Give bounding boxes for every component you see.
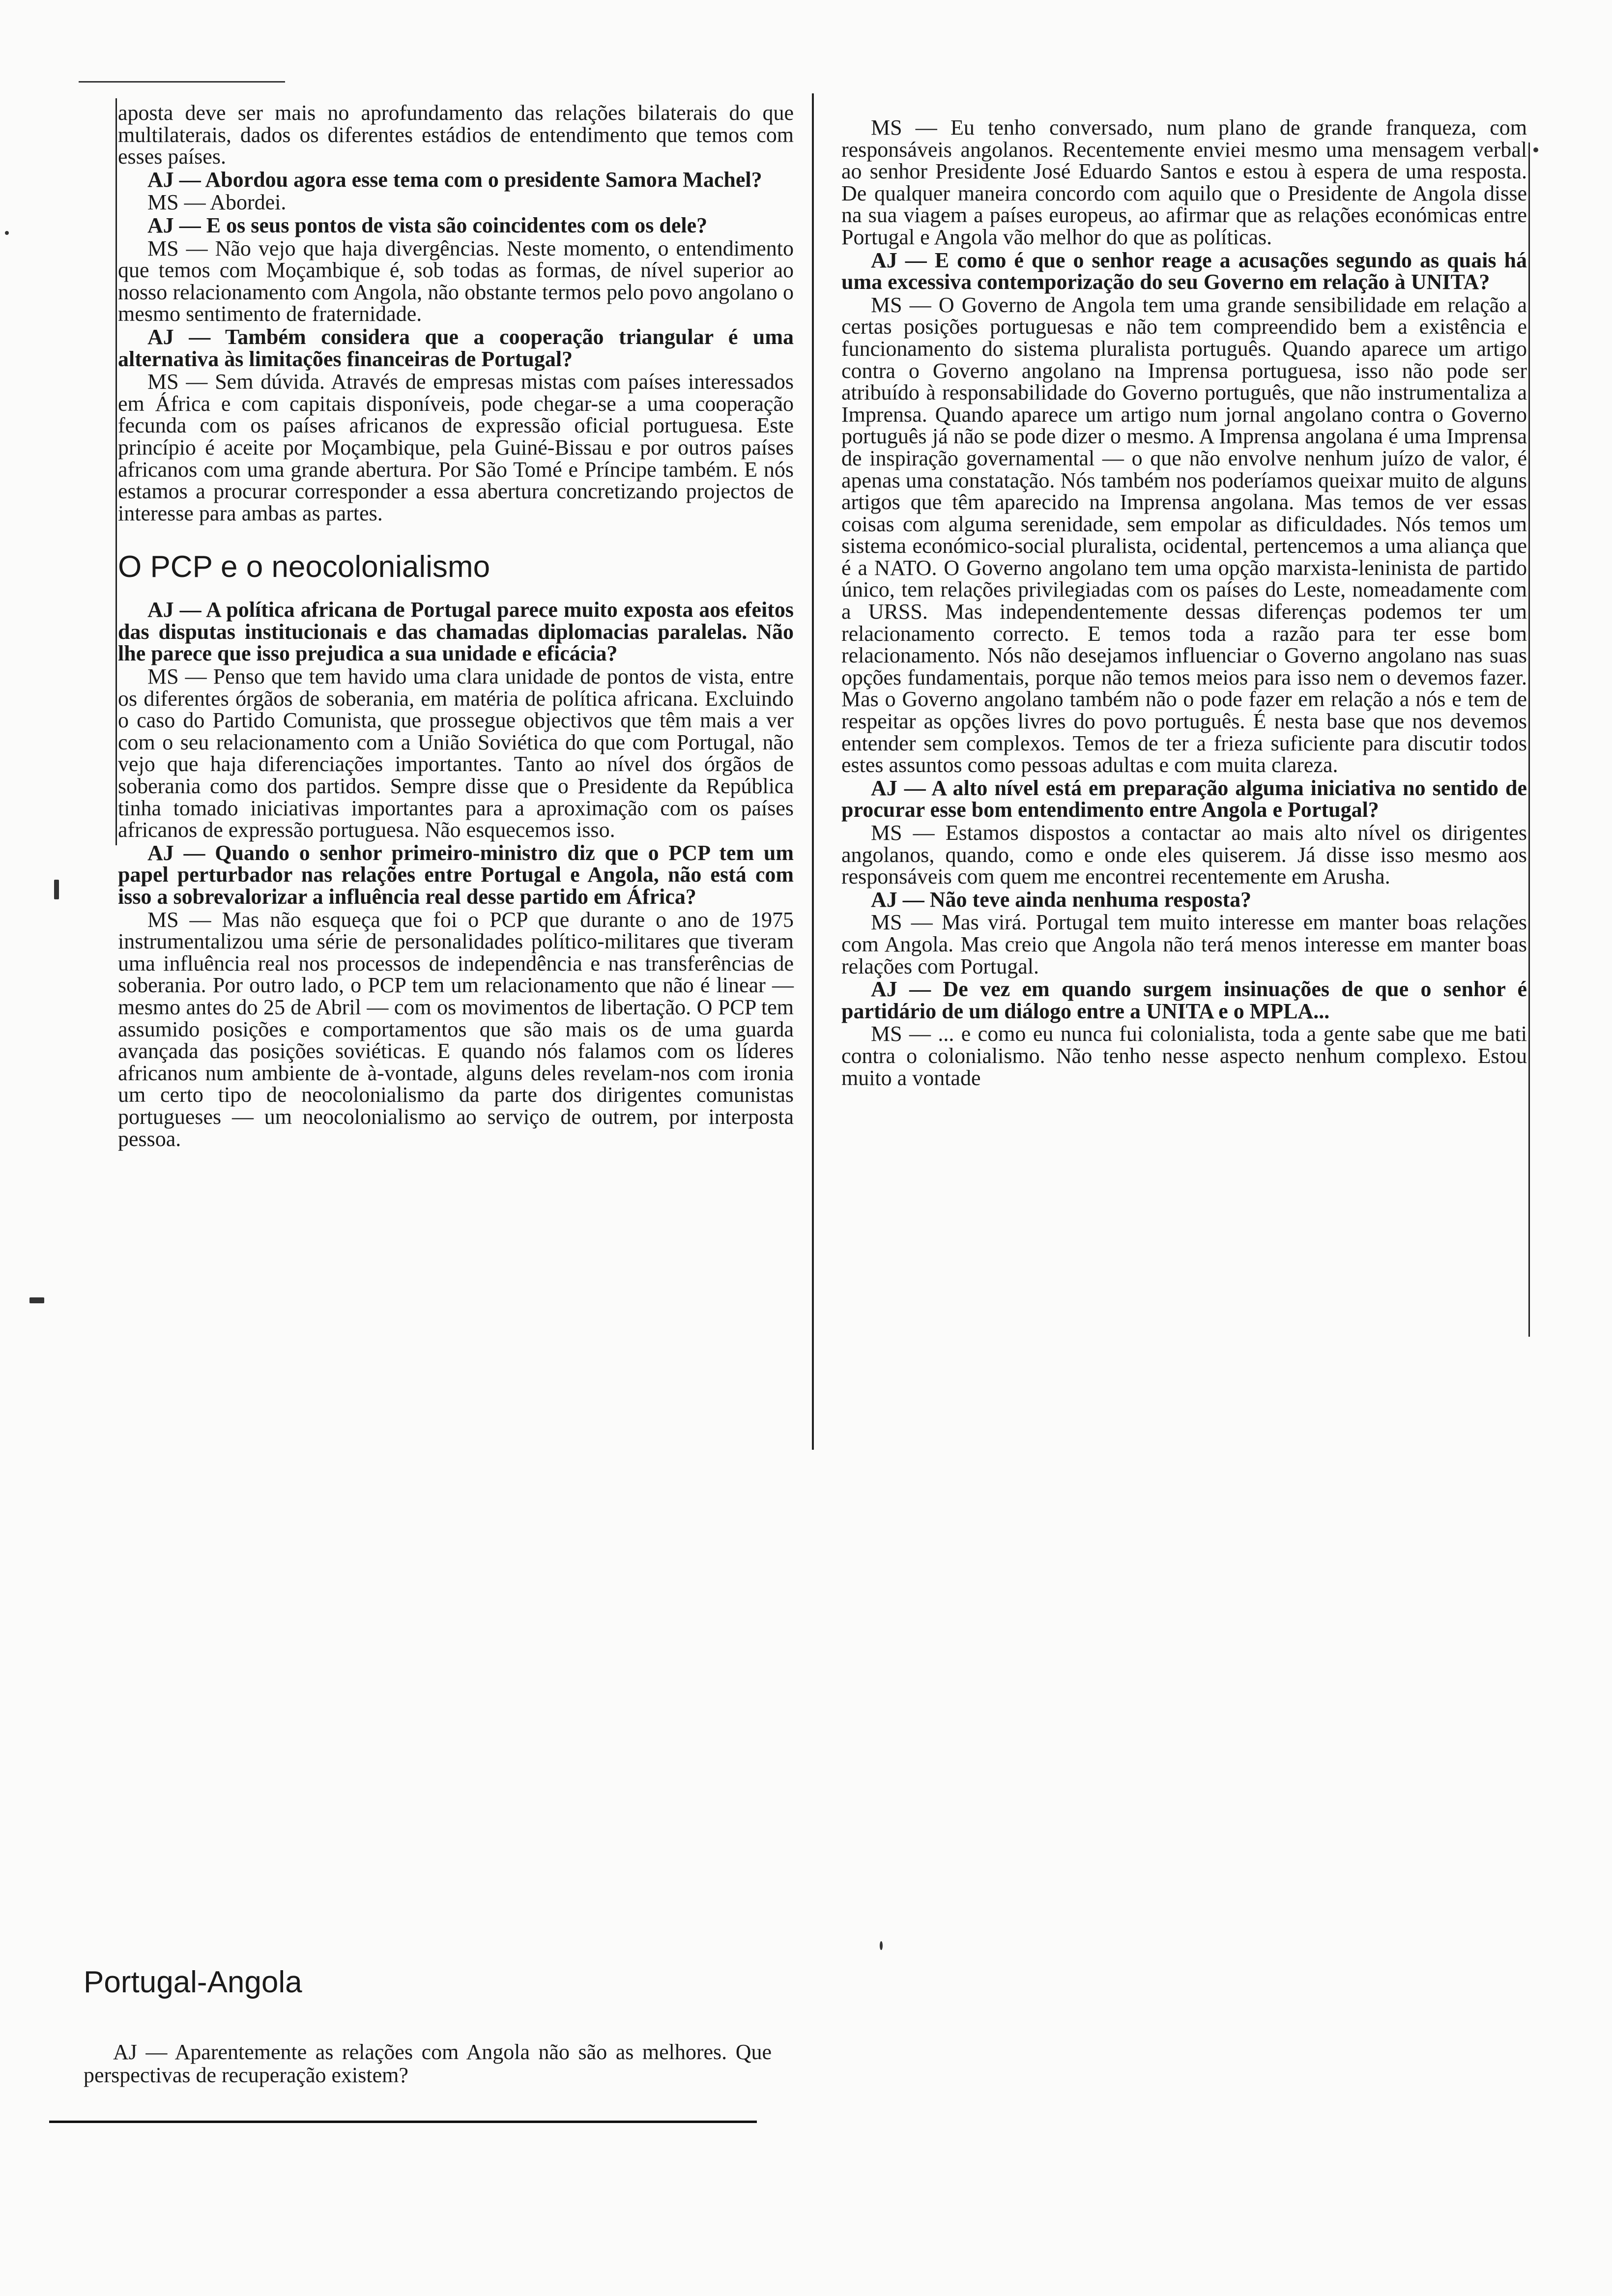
answer: MS — Sem dúvida. Através de empresas mistas com países interessados em África e com capitais disponíveis, pode chegar-se a uma cooperação fecunda com os países africanos de expressão oficial portuguesa. Este princípio é aceite por Moçambique, pela Guiné-Bissau e por outros países africanos com uma grande abertura. Por São Tomé e Príncipe também. E nós estamos a procurar corresponder a essa abertura concretizando projectos de interesse para ambas as partes. [118, 370, 794, 525]
right-column [841, 117, 1527, 1090]
answer: MS — Penso que tem havido uma clara unidade de pontos de vista, entre os diferentes órgãos de soberania, em matéria de política africana. Excluindo o caso do Partido Comunista, que prossegue objectivos que têm mais a ver com o seu relacionamento com a União Soviética do que com Portugal, não vejo que haja diferenciações importantes. Tanto ao nível dos órgãos de soberania como dos partidos. Sempre disse que o Presidente da República tinha tomado iniciativas importantes para a aproximação com os países africanos de expressão portuguesa. Não esquecemos isso. [118, 664, 794, 842]
scan-speck [5, 231, 9, 235]
question: AJ — Quando o senhor primeiro-ministro diz que o PCP tem um papel perturbador nas relações entre Portugal e Angola, não está com isso a sobrevalorizar a influência real desse partido em África? [118, 840, 794, 909]
bottom-rule [49, 2121, 757, 2123]
question: AJ — A alto nível está em preparação alguma iniciativa no sentido de procurar esse bom entendimento entre Angola e Portugal? [841, 775, 1527, 822]
column-divider [812, 93, 814, 1450]
section-heading: O PCP e o neocolonialismo [118, 550, 490, 584]
answer: MS — Não vejo que haja divergências. Neste momento, o entendimento que temos com Moçambique é, sob todas as formas, de nível superior ao nosso relacionamento com Angola, não obstante termos pelo povo angolano o mesmo sentimento de fraternidade. [118, 236, 794, 326]
answer: MS — Mas virá. Portugal tem muito interesse em manter boas relações com Angola. Mas creio que Angola não terá menos interesse em manter boas relações com Portugal. [841, 910, 1527, 978]
section-heading: Portugal-Angola [84, 1965, 302, 1999]
bottom-section [84, 1965, 772, 2087]
left-column [118, 102, 794, 1151]
scan-speck [1533, 147, 1538, 152]
question: AJ — E como é que o senhor reage a acusações segundo as quais há uma excessiva contemporização do seu Governo em relação à UNITA? [841, 248, 1527, 294]
question: AJ — Não teve ainda nenhuma resposta? [871, 887, 1252, 912]
question: AJ — Abordou agora esse tema com o presidente Samora Machel? [147, 167, 762, 192]
answer: MS — O Governo de Angola tem uma grande sensibilidade em relação a certas posições portuguesas e não tem compreendido bem a existência e funcionamento do sistema pluralista português. Quando aparece um artigo contra o Governo angolano na Imprensa portuguesa, isso não pode ser atribuído à responsabilidade do Governo português, que não instrumentaliza a Imprensa. Quando aparece um artigo num jornal angolano contra o Governo português já não se pode dizer o mesmo. A Imprensa angolana é uma Imprensa de inspiração governamental — o que não envolve nenhum juízo de valor, é apenas uma constatação. Nós também nos poderíamos queixar muito de alguns artigos que têm aparecido na Imprensa angolana. Mas temos de ver essas coisas com alguma serenidade, sem empolar as dificuldades. Nós temos um sistema económico-social pluralista, ocidental, pertencemos a uma aliança que é a NATO. O Governo angolano tem uma opção marxista-leninista de partido único, tem relações privilegiadas com os países do Leste, nomeadamente com a URSS. Mas independentemente dessas diferenças podemos ter um relacionamento correcto. E temos toda a razão para ter esse bom relacionamento. Nós não desejamos influenciar o Governo angolano nas suas opções fundamentais, porque não temos meios para isso nem o devemos fazer. Mas o Governo angolano também não o pode fazer em relação a nós e tem de respeitar as opções livres do povo português. É nesta base que nos devemos entender sem complexos. Temos de ter a frieza suficiente para discutir todos estes assuntos como pessoas adultas e com muita clareza. [841, 292, 1527, 777]
scan-speck [880, 1941, 883, 1950]
question: AJ — De vez em quando surgem insinuações de que o senhor é partidário de um diálogo entre a UNITA e o MPLA... [841, 977, 1527, 1023]
answer: MS — Abordei. [147, 190, 287, 215]
scan-speck [29, 1297, 44, 1303]
top-rule [79, 81, 285, 83]
left-column-rule [115, 98, 117, 845]
answer: MS — Mas não esqueça que foi o PCP que durante o ano de 1975 instrumentalizou uma série de personalidades político-militares que tiveram uma influência real nos processos de independência e nas transferências de soberania. Por outro lado, o PCP tem um relacionamento que não é linear — mesmo antes do 25 de Abril — com os movimentos de libertação. O PCP tem assumido posições e comportamentos que são mais os de uma guarda avançada das posições soviéticas. E quando nós falamos com os líderes africanos num ambiente de à-vontade, alguns deles revelam-nos com ironia um certo tipo de neocolonialismo da parte dos dirigentes comunistas portugueses — um neocolonialismo ao serviço de outrem, por interposta pessoa. [118, 907, 794, 1151]
question: AJ — A política africana de Portugal parece muito exposta aos efeitos das disputas institucionais e das chamadas diplomacias paralelas. Não lhe parece que isso prejudica a sua unidade e eficácia? [118, 598, 794, 666]
answer: MS — Estamos dispostos a contactar ao mais alto nível os dirigentes angolanos, quando, como e onde eles quiserem. Já disse isso mesmo aos responsáveis com quem me encontrei recentemente em Arusha. [841, 821, 1527, 889]
answer: MS — ... e como eu nunca fui colonialista, toda a gente sabe que me bati contra o colonialismo. Não tenho nesse aspecto nenhum complexo. Estou muito a vontade [841, 1022, 1527, 1090]
paragraph: aposta deve ser mais no aprofundamento das relações bilaterais do que multilaterais, dados os diferentes estádios de entendimento que temos com esses países. [118, 101, 794, 169]
question: AJ — Aparentemente as relações com Angola não são as melhores. Que perspectivas de recuperação existem? [84, 2040, 772, 2087]
answer: MS — Eu tenho conversado, num plano de grande franqueza, com responsáveis angolanos. Recentemente enviei mesmo uma mensagem verbal ao senhor Presidente José Eduardo Santos e estou à espera de uma resposta. De qualquer maneira concordo com aquilo que o Presidente de Angola disse na sua viagem a países europeus, ao afirmar que as relações económicas entre Portugal e Angola vão melhor do que as políticas. [841, 115, 1527, 249]
scan-speck [54, 880, 59, 899]
right-column-rule [1528, 143, 1530, 1337]
question: AJ — Também considera que a cooperação triangular é uma alternativa às limitações financeiras de Portugal? [118, 324, 794, 371]
question: AJ — E os seus pontos de vista são coincidentes com os dele? [147, 213, 708, 237]
